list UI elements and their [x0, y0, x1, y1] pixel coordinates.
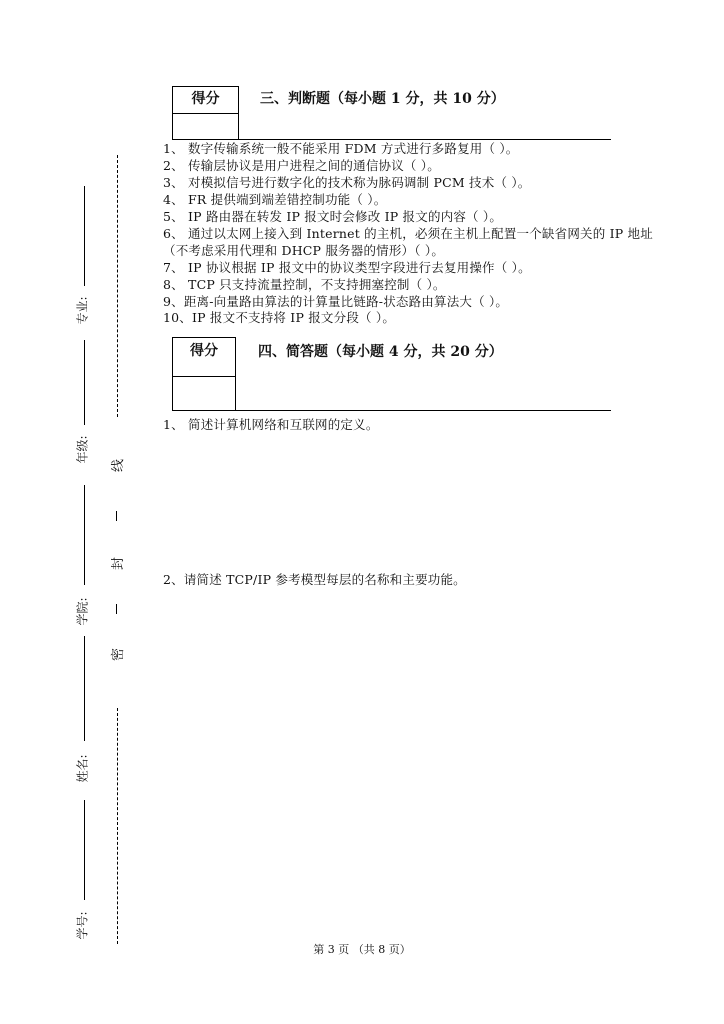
question-3-7: 7、 IP 协议根据 IP 报文中的协议类型字段进行去复用操作（ ）。 [163, 260, 531, 275]
student-id-label: 学号: [75, 911, 90, 940]
section4-title: 四、简答题（每小题 4 分，共 20 分） [258, 344, 503, 360]
question-3-6-cont: （不考虑采用代理和 DHCP 服务器的情形）（ ）。 [163, 243, 445, 258]
question-3-5: 5、 IP 路由器在转发 IP 报文时会修改 IP 报文的内容（ ）。 [163, 209, 503, 224]
question-3-6: 6、 通过以太网上接入到 Internet 的主机，必须在主机上配置一个缺省网关的 IP 地址 [163, 226, 653, 241]
margin-line-4 [84, 636, 85, 741]
score-label-section4: 得分 [173, 338, 235, 377]
question-4-1: 1、 简述计算机网络和互联网的定义。 [163, 417, 379, 432]
margin-line-2 [84, 340, 85, 425]
question-4-2: 2、请简述 TCP/IP 参考模型每层的名称和主要功能。 [163, 572, 466, 587]
seal-char-line: 线 [111, 458, 127, 473]
margin-line-1 [84, 186, 85, 286]
seal-char-seal: 封 [111, 556, 127, 571]
seal-tick-1 [116, 511, 117, 521]
college-label: 学院: [75, 597, 90, 626]
question-3-4: 4、 FR 提供端到端差错控制功能（ ）。 [163, 192, 387, 207]
major-label: 专业: [75, 296, 90, 325]
section4-divider [236, 410, 611, 411]
margin-line-5 [84, 800, 85, 900]
score-label-section3: 得分 [173, 87, 238, 114]
page-number: 第 3 页 （共 8 页） [313, 943, 411, 956]
question-3-1: 1、 数字传输系统一般不能采用 FDM 方式进行多路复用（ ）。 [163, 141, 519, 156]
question-3-8: 8、 TCP 只支持流量控制，不支持拥塞控制（ ）。 [163, 277, 446, 292]
name-label: 姓名: [75, 754, 90, 783]
question-3-10: 10、IP 报文不支持将 IP 报文分段（ ）。 [163, 310, 396, 325]
question-3-3: 3、 对模拟信号进行数字化的技术称为脉码调制 PCM 技术（ ）。 [163, 175, 531, 190]
margin-line-3 [84, 485, 85, 585]
score-box-section3 [172, 86, 239, 140]
section3-title: 三、判断题（每小题 1 分，共 10 分） [260, 91, 505, 107]
seal-dash-bottom [117, 708, 118, 944]
seal-tick-2 [116, 604, 117, 614]
grade-label: 年级: [75, 435, 90, 464]
seal-char-secret: 密 [111, 647, 127, 662]
score-box-section4 [172, 337, 236, 411]
seal-dash-top [117, 155, 118, 417]
section3-divider [239, 139, 611, 140]
question-3-2: 2、 传输层协议是用户进程之间的通信协议（ ）。 [163, 158, 440, 173]
question-3-9: 9、距离-向量路由算法的计算量比链路-状态路由算法大（ ）。 [163, 294, 509, 309]
